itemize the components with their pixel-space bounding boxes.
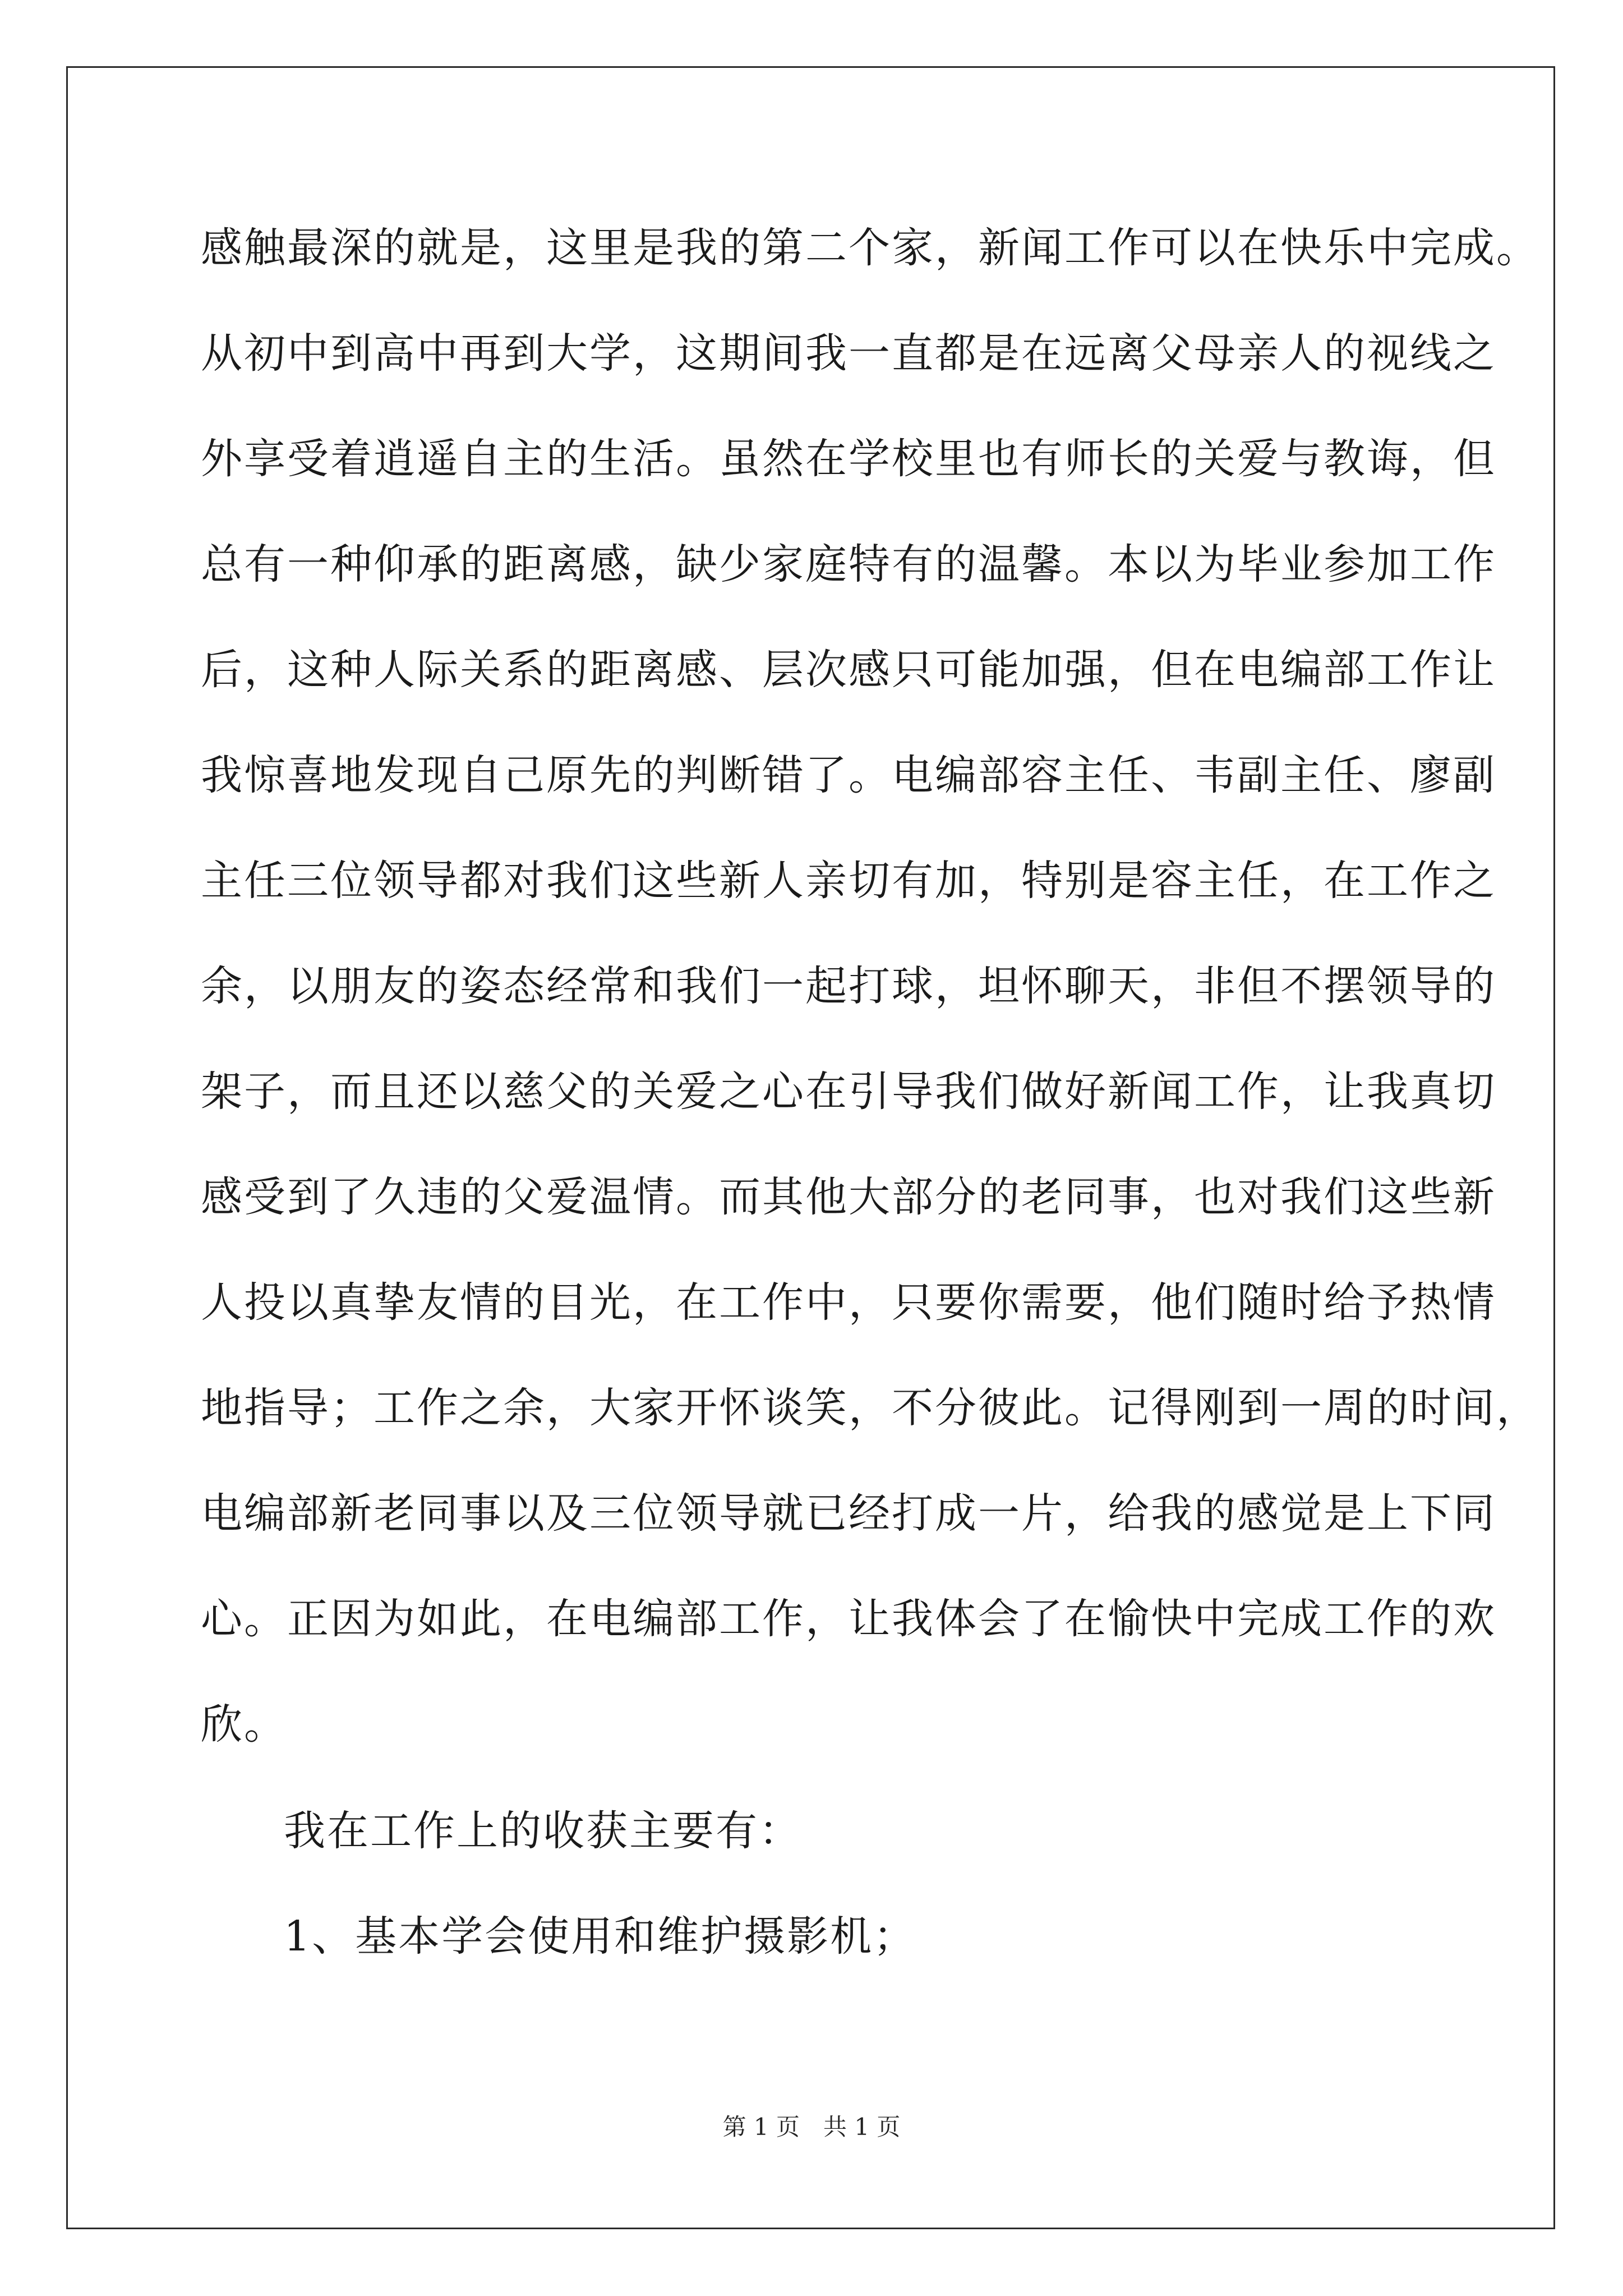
paragraph-line: 外享受着逍遥自主的生活。虽然在学校里也有师长的关爱与教诲，但 — [201, 435, 1496, 483]
paragraph-line: 心。正因为如此，在电编部工作，让我体会了在愉快中完成工作的欢 — [201, 1595, 1496, 1643]
paragraph-line: 感触最深的就是，这里是我的第二个家，新闻工作可以在快乐中完成。 — [201, 224, 1539, 272]
paragraph-line: 人投以真挚友情的目光，在工作中，只要你需要，他们随时给予热情 — [201, 1278, 1496, 1327]
paragraph-line: 感受到了久违的父爱温情。而其他大部分的老同事，也对我们这些新 — [201, 1173, 1496, 1221]
page-border — [66, 66, 1555, 2229]
paragraph-line: 主任三位领导都对我们这些新人亲切有加，特别是容主任，在工作之 — [201, 857, 1496, 905]
paragraph-line: 从初中到高中再到大学，这期间我一直都是在远离父母亲人的视线之 — [201, 329, 1496, 378]
paragraph-line: 架子，而且还以慈父的关爱之心在引导我们做好新闻工作，让我真切 — [201, 1068, 1496, 1116]
paragraph-line: 我惊喜地发现自己原先的判断错了。电编部容主任、韦副主任、廖副 — [201, 751, 1496, 799]
page-number-footer: 第 1 页 共 1 页 — [722, 2113, 901, 2141]
paragraph-line: 欣。 — [201, 1700, 287, 1749]
paragraph-line: 余，以朋友的姿态经常和我们一起打球，坦怀聊天，非但不摆领导的 — [201, 962, 1496, 1010]
list-item-1: 1、基本学会使用和维护摄影机； — [284, 1912, 917, 1961]
paragraph-gains-intro: 我在工作上的收获主要有： — [284, 1807, 802, 1855]
paragraph-line: 后，这种人际关系的距离感、层次感只可能加强，但在电编部工作让 — [201, 646, 1496, 694]
paragraph-line: 地指导；工作之余，大家开怀谈笑，不分彼此。记得刚到一周的时间， — [201, 1384, 1539, 1432]
paragraph-line: 总有一种仰承的距离感，缺少家庭特有的温馨。本以为毕业参加工作 — [201, 540, 1496, 588]
paragraph-line: 电编部新老同事以及三位领导就已经打成一片，给我的感觉是上下同 — [201, 1489, 1496, 1538]
